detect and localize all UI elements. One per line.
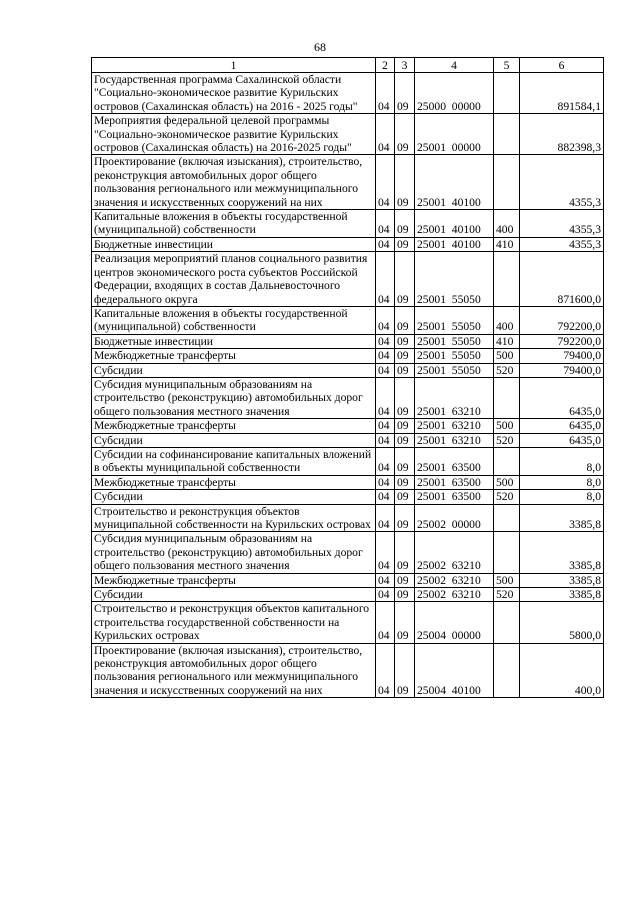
amount-cell: 4355,3 (520, 237, 604, 251)
table-row (92, 363, 604, 377)
section-code-cell: 04 (376, 419, 395, 433)
table-row (92, 334, 604, 348)
section-code-cell: 04 (376, 114, 395, 155)
amount-cell: 3385,8 (520, 532, 604, 573)
target-article-code-cell: 25004 00000 (415, 602, 494, 643)
item-name-cell: Бюджетные инвестиции (92, 334, 376, 348)
target-article-code-cell: 25002 63210 (415, 588, 494, 602)
table-row (92, 155, 604, 210)
table-row (92, 73, 604, 114)
item-name-cell: Межбюджетные трансферты (92, 573, 376, 587)
item-name-cell: Строительство и реконструкция объектов муниципальной собственности на Курильских островах (92, 504, 376, 532)
item-name-cell: Проектирование (включая изыскания), строительство, реконструкция автомобильных дорог общего пользования регионального или межмуниципального значения и искусственных сооружений на них (92, 155, 376, 210)
section-code-cell: 04 (376, 334, 395, 348)
amount-cell: 3385,8 (520, 573, 604, 587)
amount-cell: 3385,8 (520, 588, 604, 602)
amount-cell: 6435,0 (520, 419, 604, 433)
item-name-cell: Государственная программа Сахалинской области "Социально-экономическое развитие Курильских островов (Сахалинская область) на 2016 - 2025 годы" (92, 73, 376, 114)
section-code-cell: 04 (376, 643, 395, 698)
subsection-code-cell: 09 (395, 490, 415, 504)
subsection-code-cell: 09 (395, 377, 415, 418)
target-article-code-cell: 25002 63210 (415, 532, 494, 573)
table-row (92, 377, 604, 418)
subsection-code-cell: 09 (395, 114, 415, 155)
header-col-4: 4 (415, 58, 494, 73)
table-row (92, 237, 604, 251)
item-name-cell: Реализация мероприятий планов социального развития центров экономического роста субъектов Российской Федерации, входящих в состав Дальневосточного федерального округа (92, 252, 376, 307)
item-name-cell: Субсидия муниципальным образованиям на строительство (реконструкцию) автомобильных дорог общего пользования местного значения (92, 532, 376, 573)
section-code-cell: 04 (376, 532, 395, 573)
item-name-cell: Межбюджетные трансферты (92, 475, 376, 489)
target-article-code-cell: 25001 55050 (415, 363, 494, 377)
item-name-cell: Субсидии (92, 490, 376, 504)
header-col-1: 1 (92, 58, 376, 73)
section-code-cell: 04 (376, 306, 395, 334)
section-code-cell: 04 (376, 377, 395, 418)
expense-type-code-cell: 400 (494, 306, 520, 334)
target-article-code-cell: 25001 63500 (415, 447, 494, 475)
item-name-cell: Межбюджетные трансферты (92, 419, 376, 433)
header-col-5: 5 (494, 58, 520, 73)
target-article-code-cell: 25001 63500 (415, 490, 494, 504)
subsection-code-cell: 09 (395, 155, 415, 210)
item-name-cell: Субсидии (92, 433, 376, 447)
target-article-code-cell: 25001 55050 (415, 306, 494, 334)
amount-cell: 79400,0 (520, 363, 604, 377)
table-row (92, 114, 604, 155)
amount-cell: 3385,8 (520, 504, 604, 532)
expense-type-code-cell (494, 504, 520, 532)
target-article-code-cell: 25001 63210 (415, 433, 494, 447)
table-row (92, 447, 604, 475)
table-row (92, 433, 604, 447)
section-code-cell: 04 (376, 504, 395, 532)
expense-type-code-cell: 410 (494, 237, 520, 251)
table-row (92, 573, 604, 587)
section-code-cell: 04 (376, 155, 395, 210)
table-row (92, 475, 604, 489)
section-code-cell: 04 (376, 588, 395, 602)
expense-type-code-cell: 500 (494, 349, 520, 363)
subsection-code-cell: 09 (395, 433, 415, 447)
expense-type-code-cell: 410 (494, 334, 520, 348)
target-article-code-cell: 25001 40100 (415, 210, 494, 238)
table-row (92, 504, 604, 532)
expense-type-code-cell: 500 (494, 475, 520, 489)
section-code-cell: 04 (376, 73, 395, 114)
item-name-cell: Субсидия муниципальным образованиям на строительство (реконструкцию) автомобильных дорог общего пользования местного значения (92, 377, 376, 418)
subsection-code-cell: 09 (395, 419, 415, 433)
amount-cell: 6435,0 (520, 377, 604, 418)
subsection-code-cell: 09 (395, 252, 415, 307)
target-article-code-cell: 25004 40100 (415, 643, 494, 698)
item-name-cell: Субсидии (92, 588, 376, 602)
expense-type-code-cell: 500 (494, 573, 520, 587)
table-row (92, 602, 604, 643)
target-article-code-cell: 25001 40100 (415, 155, 494, 210)
amount-cell: 8,0 (520, 475, 604, 489)
expense-type-code-cell (494, 114, 520, 155)
target-article-code-cell: 25002 63210 (415, 573, 494, 587)
table-header-row (92, 58, 604, 73)
item-name-cell: Проектирование (включая изыскания), строительство, реконструкция автомобильных дорог общего пользования регионального или межмуниципального значения и искусственных сооружений на них (92, 643, 376, 698)
item-name-cell: Межбюджетные трансферты (92, 349, 376, 363)
expense-type-code-cell (494, 252, 520, 307)
target-article-code-cell: 25001 55050 (415, 334, 494, 348)
expense-type-code-cell (494, 155, 520, 210)
expense-type-code-cell: 520 (494, 588, 520, 602)
section-code-cell: 04 (376, 475, 395, 489)
item-name-cell: Строительство и реконструкция объектов капитального строительства государственной собственности на Курильских островах (92, 602, 376, 643)
page-number: 68 (314, 40, 326, 54)
table-row (92, 349, 604, 363)
subsection-code-cell: 09 (395, 349, 415, 363)
subsection-code-cell: 09 (395, 334, 415, 348)
subsection-code-cell: 09 (395, 504, 415, 532)
section-code-cell: 04 (376, 349, 395, 363)
table-row (92, 306, 604, 334)
target-article-code-cell: 25001 40100 (415, 237, 494, 251)
subsection-code-cell: 09 (395, 602, 415, 643)
table-row (92, 643, 604, 698)
table-row (92, 252, 604, 307)
subsection-code-cell: 09 (395, 306, 415, 334)
target-article-code-cell: 25001 00000 (415, 114, 494, 155)
table-row (92, 210, 604, 238)
subsection-code-cell: 09 (395, 73, 415, 114)
target-article-code-cell: 25001 63500 (415, 475, 494, 489)
expense-type-code-cell (494, 377, 520, 418)
expense-type-code-cell: 400 (494, 210, 520, 238)
item-name-cell: Мероприятия федеральной целевой программы "Социально-экономическое развитие Курильских островов (Сахалинская область) на 2016-2025 годы" (92, 114, 376, 155)
item-name-cell: Бюджетные инвестиции (92, 237, 376, 251)
subsection-code-cell: 09 (395, 237, 415, 251)
subsection-code-cell: 09 (395, 363, 415, 377)
subsection-code-cell: 09 (395, 643, 415, 698)
item-name-cell: Субсидии (92, 363, 376, 377)
amount-cell: 6435,0 (520, 433, 604, 447)
target-article-code-cell: 25000 00000 (415, 73, 494, 114)
expense-type-code-cell (494, 73, 520, 114)
section-code-cell: 04 (376, 237, 395, 251)
expense-type-code-cell (494, 447, 520, 475)
item-name-cell: Капитальные вложения в объекты государственной (муниципальной) собственности (92, 210, 376, 238)
item-name-cell: Субсидии на софинансирование капитальных вложений в объекты муниципальной собственности (92, 447, 376, 475)
subsection-code-cell: 09 (395, 210, 415, 238)
expense-type-code-cell: 520 (494, 490, 520, 504)
expense-type-code-cell: 520 (494, 363, 520, 377)
amount-cell: 4355,3 (520, 210, 604, 238)
section-code-cell: 04 (376, 602, 395, 643)
section-code-cell: 04 (376, 573, 395, 587)
table-row (92, 490, 604, 504)
amount-cell: 8,0 (520, 447, 604, 475)
subsection-code-cell: 09 (395, 573, 415, 587)
expense-type-code-cell (494, 532, 520, 573)
amount-cell: 792200,0 (520, 334, 604, 348)
target-article-code-cell: 25001 55050 (415, 349, 494, 363)
expense-type-code-cell (494, 602, 520, 643)
target-article-code-cell: 25001 63210 (415, 377, 494, 418)
target-article-code-cell: 25001 55050 (415, 252, 494, 307)
header-col-2: 2 (376, 58, 395, 73)
section-code-cell: 04 (376, 447, 395, 475)
section-code-cell: 04 (376, 210, 395, 238)
budget-table (91, 57, 604, 698)
subsection-code-cell: 09 (395, 475, 415, 489)
expense-type-code-cell: 500 (494, 419, 520, 433)
amount-cell: 400,0 (520, 643, 604, 698)
subsection-code-cell: 09 (395, 532, 415, 573)
header-col-6: 6 (520, 58, 604, 73)
target-article-code-cell: 25002 00000 (415, 504, 494, 532)
amount-cell: 882398,3 (520, 114, 604, 155)
subsection-code-cell: 09 (395, 447, 415, 475)
amount-cell: 4355,3 (520, 155, 604, 210)
section-code-cell: 04 (376, 363, 395, 377)
table-row (92, 532, 604, 573)
amount-cell: 891584,1 (520, 73, 604, 114)
section-code-cell: 04 (376, 252, 395, 307)
subsection-code-cell: 09 (395, 588, 415, 602)
amount-cell: 871600,0 (520, 252, 604, 307)
header-col-3: 3 (395, 58, 415, 73)
amount-cell: 5800,0 (520, 602, 604, 643)
section-code-cell: 04 (376, 490, 395, 504)
expense-type-code-cell: 520 (494, 433, 520, 447)
section-code-cell: 04 (376, 433, 395, 447)
item-name-cell: Капитальные вложения в объекты государственной (муниципальной) собственности (92, 306, 376, 334)
table-row (92, 419, 604, 433)
expense-type-code-cell (494, 643, 520, 698)
amount-cell: 79400,0 (520, 349, 604, 363)
target-article-code-cell: 25001 63210 (415, 419, 494, 433)
amount-cell: 792200,0 (520, 306, 604, 334)
table-row (92, 588, 604, 602)
amount-cell: 8,0 (520, 490, 604, 504)
